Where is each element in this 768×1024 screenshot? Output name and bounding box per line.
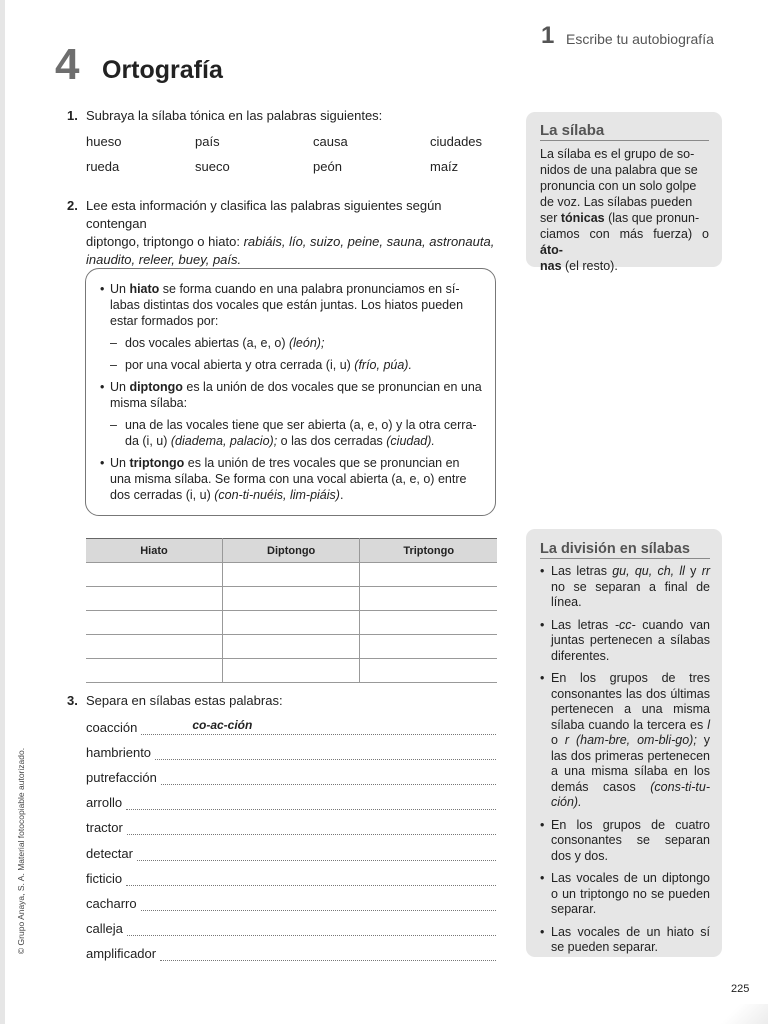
unit-number: 1: [541, 22, 555, 49]
q1-word: rueda: [86, 159, 120, 174]
table-row: [86, 611, 497, 635]
syllable-answer-line[interactable]: [141, 718, 496, 735]
answer-cell[interactable]: [360, 587, 497, 611]
table-row: [86, 659, 497, 683]
q1-word: sueco: [195, 159, 230, 174]
q1-number: 1.: [67, 108, 78, 123]
syllable-word: ficticio: [86, 871, 123, 886]
chapter-title: Ortografía: [102, 56, 223, 84]
syllable-row: [86, 869, 496, 886]
syllable-row: [86, 793, 496, 810]
rule-item: • Las vocales de un hiato sí se pueden separar.: [540, 925, 710, 956]
syllable-answer-line[interactable]: [126, 796, 496, 810]
sidebar-division-silabas: [526, 529, 722, 957]
answer-cell[interactable]: [86, 635, 222, 659]
q1-word: maíz: [430, 159, 459, 174]
rule-item: • En los grupos de cuatro consonantes se separan dos y dos.: [540, 818, 710, 865]
answer-cell[interactable]: [222, 635, 360, 659]
sidebar-title: La división en sílabas: [540, 541, 710, 559]
syllable-answer-line[interactable]: [160, 947, 496, 961]
sidebar-text: La sílaba es el grupo de so- nidos de una palabra que se pronuncia con un solo golpe de voz. Las sílabas pueden ser tónicas (las que pronun- ciamos con más fuerza) o áto- nas (el resto).: [540, 147, 709, 273]
page-number: 225: [731, 983, 750, 995]
syllable-row: [86, 768, 496, 785]
syllable-word: cacharro: [86, 896, 137, 911]
answer-cell[interactable]: [86, 659, 222, 683]
answer-cell[interactable]: [86, 587, 222, 611]
diptongo-definition: • Un diptongo es la unión de dos vocales que se pronuncian en una misma sílaba:: [100, 380, 482, 410]
syllable-word: arrollo: [86, 795, 123, 810]
table-header-triptongo: Triptongo: [360, 539, 497, 563]
q1-word: país: [195, 134, 220, 149]
rule-item: • En los grupos de tres consonantes las dos últimas pertenecen a una misma sílaba cuando la tercera es l o r (ham-bre, om-bli-go); y las dos primeras pertenecen a una misma sílaba en los demás casos (cons-ti-tu-ción).: [540, 671, 710, 811]
table-row: [86, 563, 497, 587]
info-box: [85, 268, 496, 516]
syllable-word: amplificador: [86, 946, 157, 961]
syllable-answer-line[interactable]: [137, 847, 496, 861]
table-row: [86, 587, 497, 611]
q3-text: Separa en sílabas estas palabras:: [86, 693, 283, 708]
syllable-answer-line[interactable]: [141, 897, 496, 911]
table-header-diptongo: Diptongo: [222, 539, 360, 563]
syllable-word: tractor: [86, 820, 123, 835]
rule-item: • Las letras gu, qu, ch, ll y rr no se separan a final de línea.: [540, 564, 710, 611]
q1-word: hueso: [86, 134, 122, 149]
triptongo-definition: • Un triptongo es la unión de tres vocales que se pronuncian en una misma sílaba. Se forma con una vocal abierta (a, e, o) entre dos cerradas (i, u) (con-ti-nuéis, lim-piáis).: [100, 456, 467, 502]
syllable-answer-line[interactable]: [126, 872, 496, 886]
syllable-word: detectar: [86, 846, 133, 861]
syllable-row: [86, 919, 496, 936]
answer-cell[interactable]: [360, 563, 497, 587]
syllable-row: [86, 844, 496, 861]
q2-text: Lee esta información y clasifica las palabras siguientes según contengan diptongo, triptongo o hiato: rabiáis, lío, suizo, peine, sauna, astronauta, inaudito, releer, buey, país.: [86, 198, 495, 267]
answer-cell[interactable]: [222, 587, 360, 611]
rule-item: • Las vocales de un diptongo o un triptongo no se pueden separar.: [540, 871, 710, 918]
answer-cell[interactable]: [222, 659, 360, 683]
hiato-subtype: – por una vocal abierta y otra cerrada (i, u) (frío, púa).: [110, 358, 412, 372]
diptongo-subtype: – una de las vocales tiene que ser abierta (a, e, o) y la otra cerra- da (i, u) (diadema, palacio); o las dos cerradas (ciudad).: [110, 418, 477, 448]
hiato-subtype: – dos vocales abiertas (a, e, o) (león);: [110, 336, 325, 350]
answer-cell[interactable]: [86, 563, 222, 587]
q2-number: 2.: [67, 198, 78, 213]
classification-table: [86, 538, 497, 683]
rule-item: • Las letras -cc- cuando van juntas pertenecen a sílabas diferentes.: [540, 618, 710, 665]
q3-number: 3.: [67, 693, 78, 708]
syllable-row: [86, 944, 496, 961]
answer-cell[interactable]: [360, 659, 497, 683]
syllable-word: coacción: [86, 720, 138, 735]
syllable-answer-line[interactable]: [127, 821, 496, 835]
table-header-hiato: Hiato: [86, 539, 222, 563]
page-edge: [0, 0, 5, 1024]
syllable-row: [86, 718, 496, 735]
syllable-answer-line[interactable]: [155, 746, 496, 760]
syllable-answer-line[interactable]: [161, 771, 496, 785]
q1-text: Subraya la sílaba tónica en las palabras siguientes:: [86, 108, 383, 123]
syllable-row: [86, 743, 496, 760]
copyright-notice: © Grupo Anaya, S. A. Material fotocopiable autorizado.: [16, 747, 26, 955]
table-row: [86, 635, 497, 659]
unit-title: Escribe tu autobiografía: [566, 31, 714, 47]
syllable-answer-line[interactable]: [127, 922, 496, 936]
answer-cell[interactable]: [86, 611, 222, 635]
example-answer: co-ac-ción: [192, 718, 253, 732]
sidebar-la-silaba: [526, 112, 722, 273]
page-corner: [708, 1004, 768, 1024]
answer-cell[interactable]: [222, 611, 360, 635]
hiato-definition: • Un hiato se forma cuando en una palabra pronunciamos en sí- labas distintas dos vocales que están juntas. Los hiatos pueden estar formados por:: [100, 282, 464, 328]
q1-word: causa: [313, 134, 348, 149]
syllable-row: [86, 894, 496, 911]
q1-word: ciudades: [430, 134, 483, 149]
answer-cell[interactable]: [222, 563, 360, 587]
syllable-word: putrefacción: [86, 770, 157, 785]
answer-cell[interactable]: [360, 635, 497, 659]
syllable-word: hambriento: [86, 745, 152, 760]
chapter-number: 4: [55, 40, 80, 89]
syllable-word: calleja: [86, 921, 123, 936]
rules-list: [540, 564, 710, 956]
q1-word: peón: [313, 159, 342, 174]
syllable-row: [86, 818, 496, 835]
answer-cell[interactable]: [360, 611, 497, 635]
sidebar-title: La sílaba: [540, 122, 709, 141]
